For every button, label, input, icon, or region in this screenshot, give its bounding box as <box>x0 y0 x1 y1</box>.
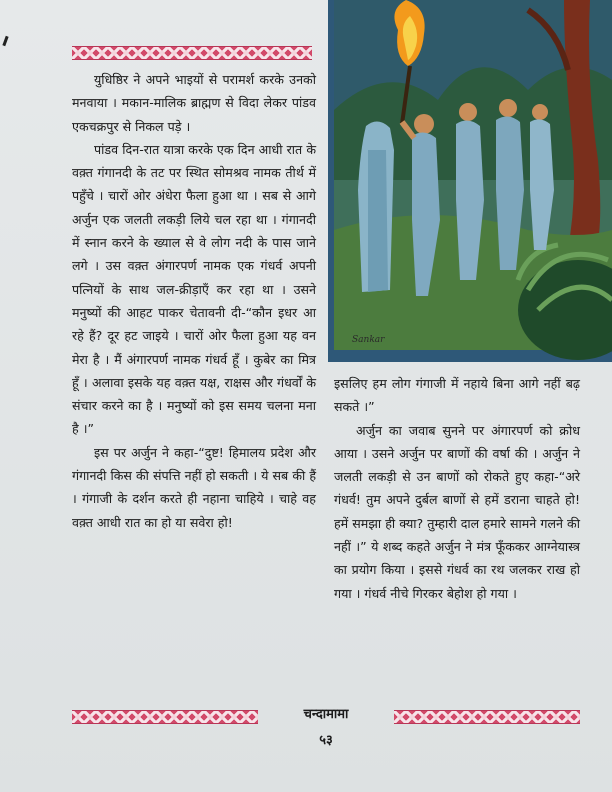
pandavas-torch-night-scene <box>328 0 612 362</box>
paragraph: इसलिए हम लोग गंगाजी में नहाये बिना आगे नहीं बढ़ सकते ।” <box>334 376 580 415</box>
paragraph: अर्जुन का जवाब सुनने पर अंगारपर्ण को क्रोध आया । उसने अर्जुन पर बाणों की वर्षा की । अर्जुन ने जलती लकड़ी से उन बाणों को रोकते हुए कहा-“अरे गंधर्व! तुम अपने दुर्बल बाणों से हमें डराना चाहते हो! हमें समझा ही क्या? तुम्हारी दाल हमारे सामने गलने की नहीं ।” ये शब्द कहते अर्जुन ने मंत्र फूँककर आग्नेयास्त्र का प्रयोग किया । इससे गंधर्व का रथ जलकर राख हो गया । गंधर्व नीचे गिरकर बेहोश हो गया । <box>334 422 580 601</box>
text-column-left <box>72 68 316 534</box>
decorative-border-bottom-left <box>72 710 258 724</box>
woman-figure <box>358 121 394 292</box>
paragraph: पांडव दिन-रात यात्रा करके एक दिन आधी रात के वक़्त गंगानदी के तट पर स्थित सोमश्रव नामक तीर्थ में पहुँचे । चारों ओर अंधेरा फैला हुआ था । सब से आगे अर्जुन एक जलती लकड़ी लिये चल रहा था । गंगानदी में स्नान करने के ख्याल से वे लोग नदी के पास जाने लगे । उस वक़्त अंगारपर्ण नामक एक गंधर्व अपनी पत्नियों के साथ जल-क्रीड़ाएँ कर रहा था । उसने मनुष्यों की आहट पाकर चेतावनी दी-“कौन इधर आ रहे हैं? दूर हट जाइये । चारों ओर फैला हुआ यह वन मेरा है । मैं अंगारपर्ण नामक गंधर्व हूँ । कुबेर का मित्र हूँ । अलावा इसके यह वक़्त यक्ष, राक्षस और गंधर्वों के संचार करने का है । मनुष्यों को इस समय चलना मना है ।” <box>72 141 316 437</box>
story-illustration <box>328 0 612 362</box>
gutter-mark <box>2 36 8 46</box>
decorative-border-top <box>72 46 312 60</box>
paragraph: युधिष्ठिर ने अपने भाइयों से परामर्श करके उनको मनवाया । मकान-मालिक ब्राह्मण से विदा लेकर पांडव एकचक्रपुर से निकल पड़े । <box>72 72 316 134</box>
decorative-border-bottom-right <box>394 710 580 724</box>
magazine-name: चन्दामामा <box>303 707 349 722</box>
artist-signature: Sankar <box>352 335 385 345</box>
paragraph: इस पर अर्जुन ने कहा-“दुष्ट! हिमालय प्रदेश और गंगानदी किस की संपत्ति नहीं हो सकती । ये सब की हैं । गंगाजी के दर्शन करते ही नहाना चाहिये । चाहे वह वक़्त आधी रात का हो या सवेरा हो! <box>72 444 316 530</box>
page-number: ५३ <box>319 733 333 748</box>
text-column-right <box>334 372 580 605</box>
